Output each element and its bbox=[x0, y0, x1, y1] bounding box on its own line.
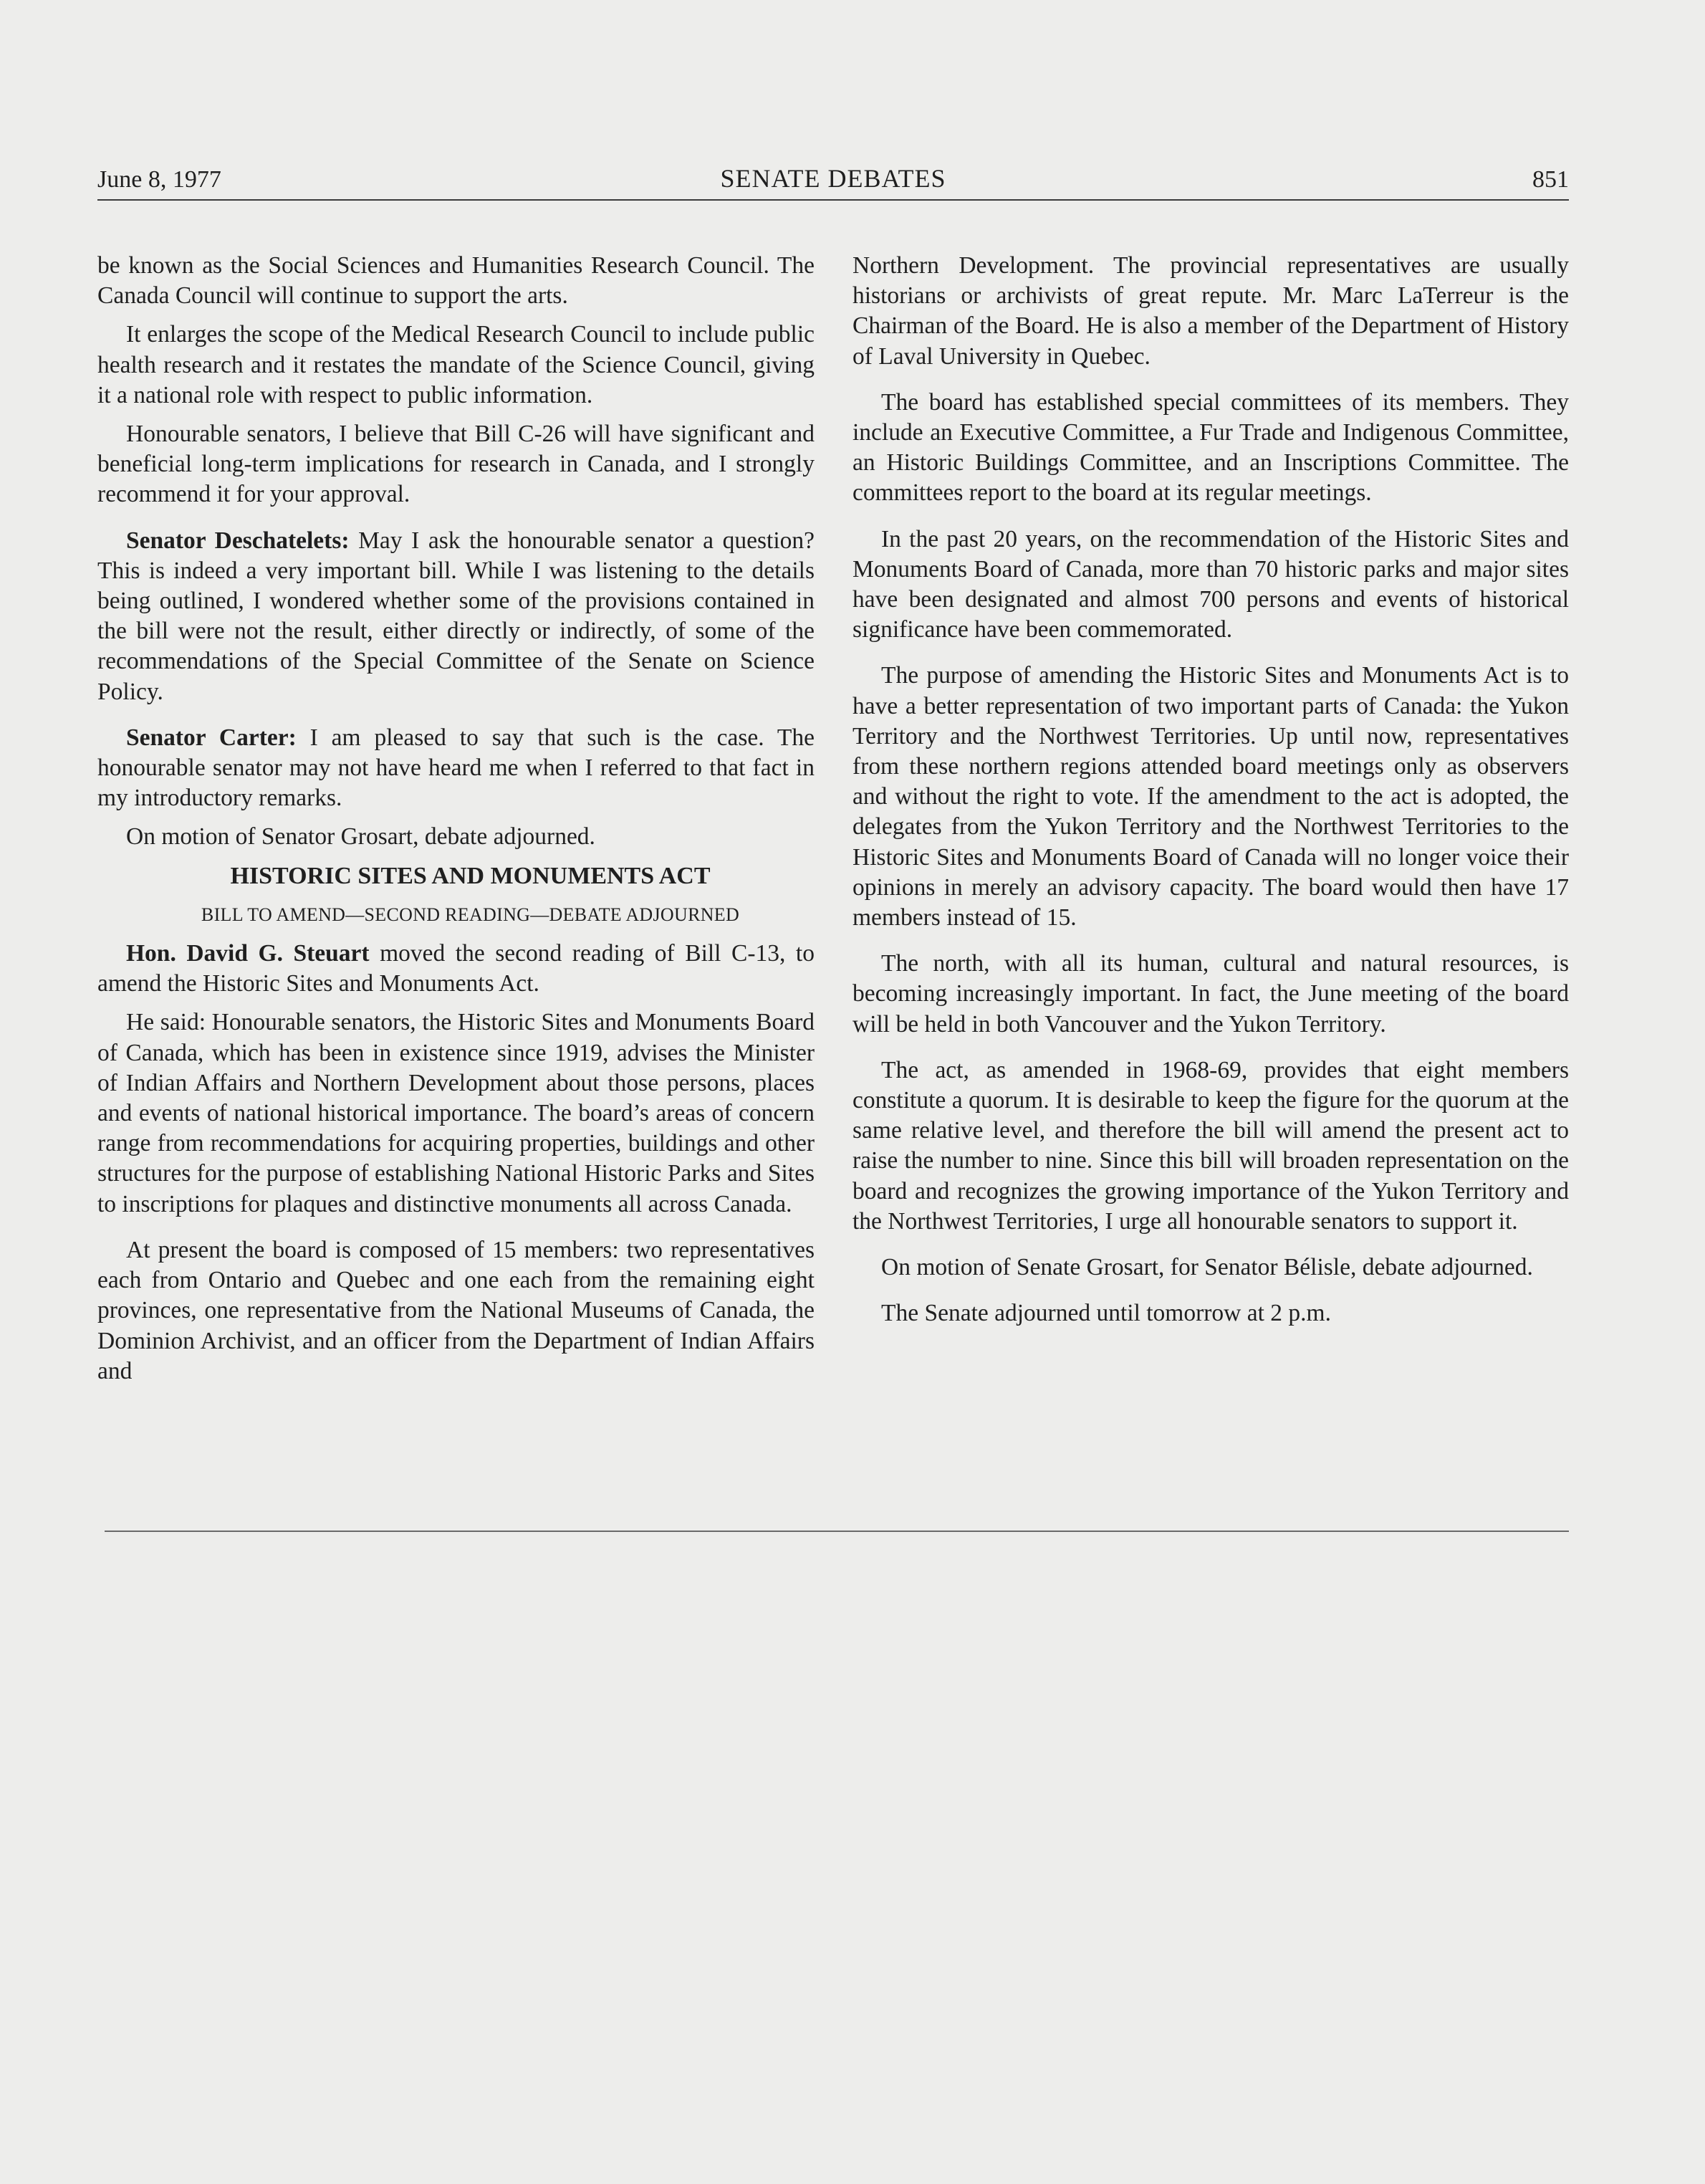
paragraph: Honourable senators, I believe that Bill C-26 will have significant and beneficial long-term implications for research in Canada, and I strongly recommend it for your approval. bbox=[97, 421, 815, 508]
speaker-name: Senator Carter: bbox=[126, 724, 297, 751]
speech-text: moved the second reading of Bill C-13, to amend the Historic Sites and Monuments Act. bbox=[97, 940, 815, 997]
bottom-rule bbox=[105, 1531, 1569, 1532]
paragraph: It enlarges the scope of the Medical Research Council to include public health research and it restates the mandate of the Science Council, giving it a national role with respect to public information. bbox=[97, 321, 815, 408]
paragraph: The act, as amended in 1968-69, provides that eight members constitute a quorum. It is desirable to keep the figure for the quorum at the same relative level, and therefore the bill will amend the present act to raise the number to nine. Since this bill will broaden representation on the board and recognizes the growing importance of the Yukon Territory and the Northwest Territories, I urge all honourable senators to support it. bbox=[852, 1056, 1569, 1235]
page-number: 851 bbox=[1532, 166, 1569, 193]
header-title: SENATE DEBATES bbox=[720, 164, 946, 193]
section-title: HISTORIC SITES AND MONUMENTS ACT bbox=[230, 862, 711, 889]
paragraph: The purpose of amending the Historic Sites and Monuments Act is to have a better representation of two important parts of Canada: the Yukon Territory and the Northwest Territories. Up until now, representatives from these northern regions attended board meetings only as observers and without the right to vote. If the amendment to the act is adopted, the delegates from the Yukon Territory and the Northwest Territories to the Historic Sites and Monuments Board of Canada will no longer voice their opinions in merely an advisory capacity. The board would then have 17 members instead of 15. bbox=[852, 662, 1569, 931]
speaker-name: Hon. David G. Steuart bbox=[126, 940, 370, 967]
paragraph: On motion of Senator Grosart, debate adjourned. bbox=[126, 823, 595, 851]
paragraph: The board has established special committees of its members. They include an Executive Committee, a Fur Trade and Indigenous Committee, an Historic Buildings Committee, and an Inscriptions Committee. The committees report to the board at its regular meetings. bbox=[852, 388, 1569, 507]
header-date: June 8, 1977 bbox=[97, 166, 221, 193]
paragraph: On motion of Senate Grosart, for Senator Bélisle, debate adjourned. bbox=[881, 1254, 1533, 1281]
speaker-name: Senator Deschatelets: bbox=[126, 527, 350, 554]
paragraph: Northern Development. The provincial representatives are usually historians or archivists of great repute. Mr. Marc LaTerreur is the Chairman of the Board. He is also a member of the Department of History of Laval University in Quebec. bbox=[852, 252, 1569, 370]
paragraph: In the past 20 years, on the recommendation of the Historic Sites and Monuments Board of Canada, more than 70 historic parks and major sites have been designated and almost 700 persons and events of historical significance have been commemorated. bbox=[852, 525, 1569, 643]
paragraph: be known as the Social Sciences and Humanities Research Council. The Canada Council will continue to support the arts. bbox=[97, 252, 815, 310]
right-column bbox=[852, 251, 1569, 1338]
page-header bbox=[97, 163, 1569, 201]
left-column bbox=[97, 251, 815, 1395]
paragraph: He said: Honourable senators, the Historic Sites and Monuments Board of Canada, which has been in existence since 1919, advises the Minister of Indian Affairs and Northern Development about those persons, places and events of national historical importance. The board’s areas of concern range from recommendations for acquiring properties, buildings and other structures for the purpose of establishing National Historic Parks and Sites to inscriptions for plaques and distinctive monuments all across Canada. bbox=[97, 1009, 815, 1217]
paragraph bbox=[97, 723, 815, 814]
speech-text: I am pleased to say that such is the case. The honourable senator may not have heard me when I referred to that fact in my introductory remarks. bbox=[97, 724, 815, 812]
paragraph: The north, with all its human, cultural and natural resources, is becoming increasingly important. In fact, the June meeting of the board will be held in both Vancouver and the Yukon Territory. bbox=[852, 950, 1569, 1038]
speech-text: May I ask the honourable senator a question? This is indeed a very important bill. While I was listening to the details being outlined, I wondered whether some of the provisions contained in the bill were not the result, either directly or indirectly, of some of the recommendations of the Special Committee of the Senate on Science Policy. bbox=[97, 527, 815, 705]
paragraph bbox=[97, 526, 815, 707]
section-subtitle: BILL TO AMEND—SECOND READING—DEBATE ADJOURNED bbox=[201, 904, 740, 925]
paragraph bbox=[97, 939, 815, 999]
paragraph: At present the board is composed of 15 members: two representatives each from Ontario and Quebec and one each from the remaining eight provinces, one representative from the National Museums of Canada, the Dominion Archivist, and an officer from the Department of Indian Affairs and bbox=[97, 1236, 815, 1384]
paragraph: The Senate adjourned until tomorrow at 2 p.m. bbox=[881, 1300, 1331, 1327]
